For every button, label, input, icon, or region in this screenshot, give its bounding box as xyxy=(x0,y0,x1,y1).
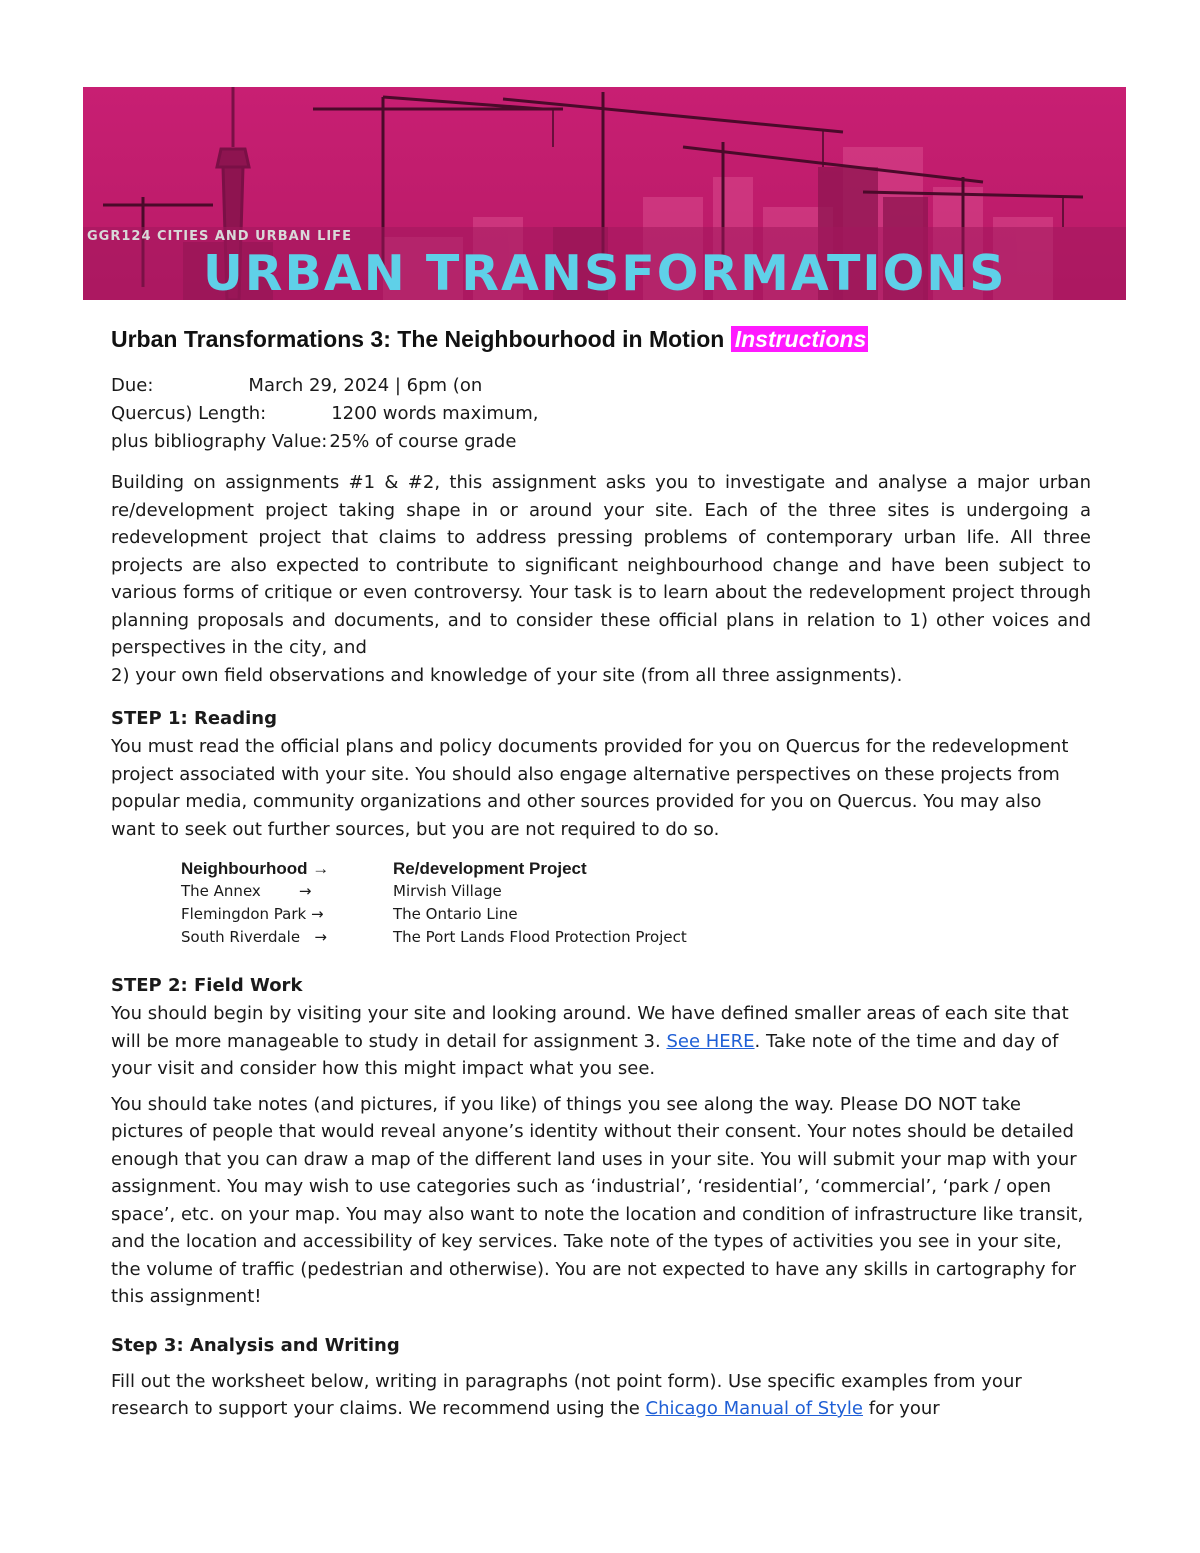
step3-heading: Step 3: Analysis and Writing xyxy=(111,1334,400,1356)
table-header-row xyxy=(181,857,687,880)
neighbourhood-cell: South Riverdale → xyxy=(181,928,327,946)
meta-row-length xyxy=(111,400,1091,428)
neighbourhood-cell: Flemingdon Park → xyxy=(181,905,324,923)
length-value: 1200 words maximum, xyxy=(331,403,539,424)
length-prefix: Quercus) Length: xyxy=(111,403,267,424)
site-areas-link[interactable]: See HERE xyxy=(666,1030,755,1052)
neighbourhood-cell: The Annex → xyxy=(181,882,312,900)
step2-paragraph-1 xyxy=(111,1000,1091,1083)
project-cell: The Ontario Line xyxy=(393,905,518,923)
header-neighbourhood: Neighbourhood → xyxy=(181,859,330,878)
step2-heading: STEP 2: Field Work xyxy=(111,975,303,996)
header-project: Re/development Project xyxy=(393,859,587,878)
step2-text-after-link: . Take note of the time and day of your visit and consider how this might impact what you see. xyxy=(111,1030,1059,1079)
value-value: 25% of course grade xyxy=(329,431,517,452)
title-main: Urban Transformations 3: The Neighbourhood in Motion xyxy=(111,326,725,352)
intro-paragraph: Building on assignments #1 & #2, this assignment asks you to investigate and analyse a major urban re/development project taking shape in or around your site. Each of the three sites is undergoing a redevelopment project that claims to address pressing problems of contemporary urban life. All three projects are also expected to contribute to significant neighbourhood change and have been subject to various forms of critique or even controversy. Your task is to learn about the redevelopment project through planning proposals and documents, and to consider these official plans in relation to 1) other voices and perspectives in the city, and xyxy=(111,472,1091,658)
chicago-manual-link[interactable]: Chicago Manual of Style xyxy=(645,1398,864,1419)
table-row xyxy=(181,903,687,926)
neighbourhood-project-table xyxy=(181,857,687,949)
meta-row-due xyxy=(111,372,1091,400)
title-highlight: Instructions xyxy=(731,326,869,352)
step2-paragraph-2: You should take notes (and pictures, if you like) of things you see along the way. Please DO NOT take pictures of people that would reveal anyone’s identity without their consent. Your notes should be detailed enough that you can draw a map of the different land uses in your site. You will submit your map with your assignment. You may wish to use categories such as ‘industrial’, ‘residential’, ‘commercial’, ‘park / open space’, etc. on your map. You may also want to note the location and condition of infrastructure like transit, and the location and accessibility of key services. Take note of the types of activities you see in your site, the volume of traffic (pedestrian and otherwise). You are not expected to have any skills in cartography for this assignment! xyxy=(111,1093,1084,1307)
meta-row-value xyxy=(111,428,1091,456)
document-title xyxy=(111,322,1091,356)
table-row xyxy=(181,926,687,949)
step3-text-before-link: Fill out the worksheet below, writing in paragraphs (not point form). Use specific examples from your research to support your claims. We recommend using the xyxy=(111,1370,1022,1419)
due-label: Due: xyxy=(111,375,154,396)
banner-title: URBAN TRANSFORMATIONS xyxy=(203,245,1007,300)
banner-course-code: GGR124 CITIES AND URBAN LIFE xyxy=(87,229,352,244)
step1-heading: STEP 1: Reading xyxy=(111,708,277,729)
project-cell: Mirvish Village xyxy=(393,882,502,900)
assignment-meta xyxy=(111,372,1091,456)
step1-paragraph: You must read the official plans and policy documents provided for you on Quercus for the redevelopment project associated with your site. You should also engage alternative perspectives on these projects from popular media, community organizations and other sources provided for you on Quercus. You may also want to seek out further sources, but you are not required to do so. xyxy=(111,736,1069,840)
step3-text-after-link: for your xyxy=(863,1398,940,1419)
intro-paragraph-continued: 2) your own field observations and knowledge of your site (from all three assignments). xyxy=(111,664,903,686)
due-value: March 29, 2024 | 6pm (on xyxy=(248,375,483,396)
project-cell: The Port Lands Flood Protection Project xyxy=(393,928,687,946)
header-banner xyxy=(83,87,1126,300)
document-body xyxy=(111,322,1091,1423)
table-row xyxy=(181,880,687,903)
value-prefix: plus bibliography Value: xyxy=(111,431,328,452)
step3-paragraph xyxy=(111,1368,1091,1423)
step2-text-before-link: You should begin by visiting your site and looking around. We have defined smaller areas of each site that will be more manageable to study in detail for assignment 3. xyxy=(111,1003,1069,1052)
